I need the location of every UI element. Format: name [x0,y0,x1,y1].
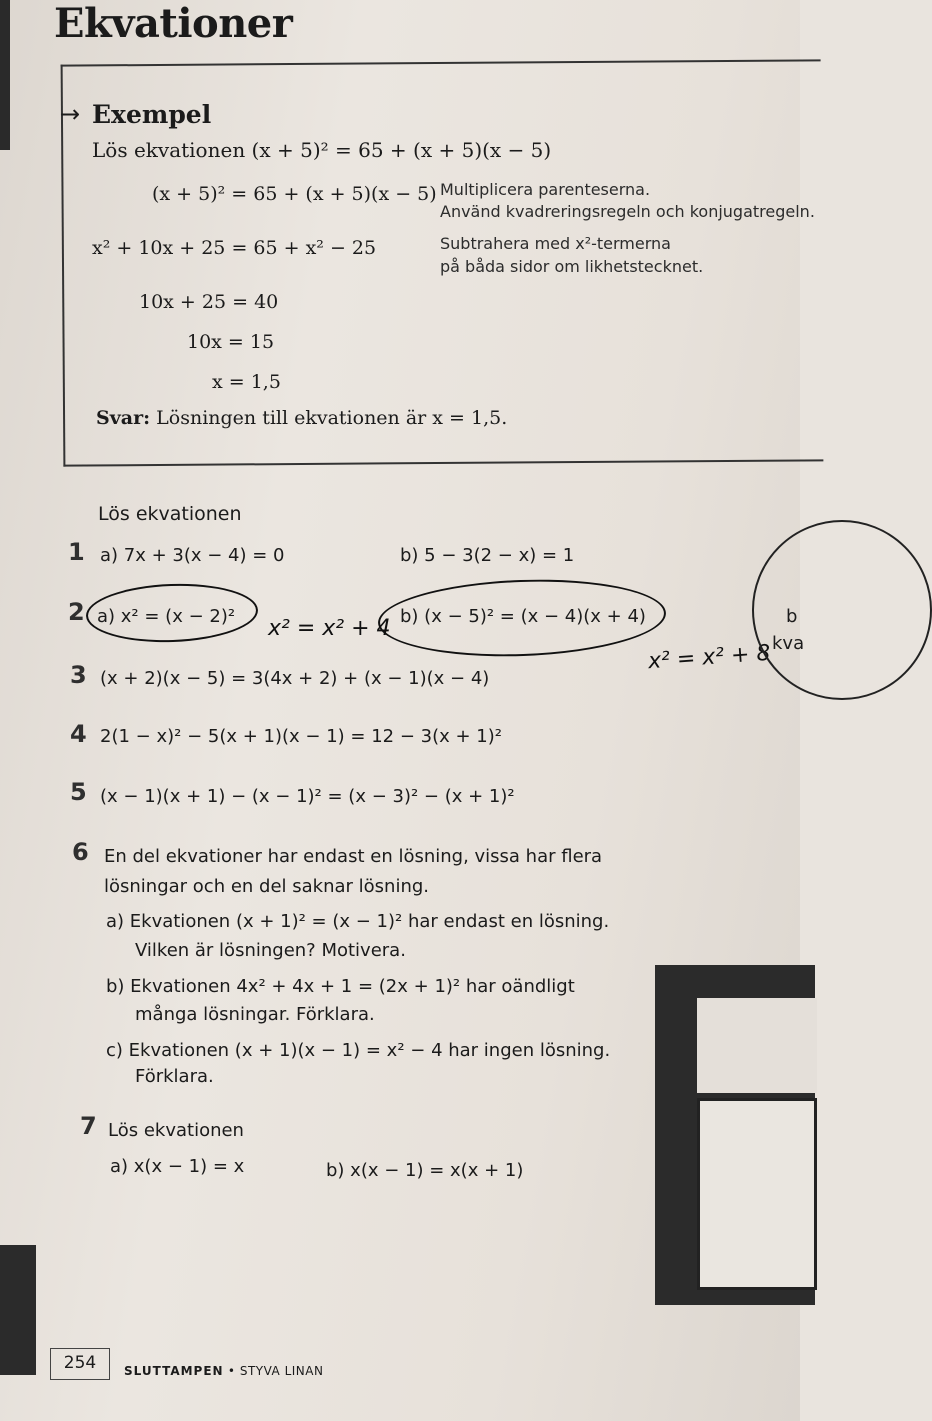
example-answer [96,407,507,429]
exercise-intro: Lös ekvationen [98,503,242,525]
answer-text: Lösningen till ekvationen är x = 1,5. [156,407,508,429]
example-step-note: Multiplicera parenteserna. [440,180,651,199]
example-step-math: 10x = 15 [187,331,275,353]
exercise-part: b) Ekvationen 4x² + 4x + 1 = (2x + 1)² har oändligt [106,976,575,997]
answer-label: Svar: [96,407,151,429]
exercise-number: 2 [68,598,85,626]
exercise-number: 1 [68,538,85,566]
exercise-number: 7 [80,1112,97,1140]
exercise-part: a) 7x + 3(x − 4) = 0 [100,545,285,566]
example-step-math: 10x + 25 = 40 [139,291,279,313]
example-step-math: (x + 5)² = 65 + (x + 5)(x − 5) [152,183,437,205]
exercise-text: 2(1 − x)² − 5(x + 1)(x − 1) = 12 − 3(x + 1)² [100,726,502,747]
exercise-number: 6 [72,838,89,866]
footer-separator: • [227,1364,236,1378]
exercise-part: a) x(x − 1) = x [110,1156,245,1177]
footer [124,1364,323,1378]
exercise-text: En del ekvationer har endast en lösning, vissa har flera [104,846,603,867]
page-edge-strip [0,0,10,150]
exercise-text: (x − 1)(x + 1) − (x − 1)² = (x − 3)² − (x + 1)² [100,786,515,807]
side-fragment: kva [772,633,805,654]
exercise-text: (x + 2)(x − 5) = 3(4x + 2) + (x − 1)(x − 4) [100,668,490,689]
side-toolbar [0,1245,36,1375]
exercise-number: 5 [70,778,87,806]
footer-chapter: STYVA LINAN [239,1364,324,1378]
exercise-part: b) x(x − 1) = x(x + 1) [326,1160,524,1181]
exercise-part: a) x² = (x − 2)² [97,606,236,627]
example-heading: Exempel [92,100,212,129]
example-step-math: x² + 10x + 25 = 65 + x² − 25 [92,237,377,259]
example-step-note: på båda sidor om likhetstecknet. [440,257,704,276]
exercise-part: Vilken är lösningen? Motivera. [135,940,406,961]
exercise-part: många lösningar. Förklara. [135,1004,375,1025]
example-question: Lös ekvationen (x + 5)² = 65 + (x + 5)(x − 5) [92,138,552,162]
whiteboard-image [697,998,817,1093]
margin-circle-graphic [752,520,932,700]
exercise-text: lösningar och en del saknar lösning. [104,876,430,897]
arrow-right-icon: → [60,100,81,128]
handwritten-note: x² = x² + 4 [268,616,391,641]
exercise-part: b) 5 − 3(2 − x) = 1 [400,545,575,566]
side-fragment: b [786,606,798,627]
example-step-note: Använd kvadreringsregeln och konjugatregeln. [440,202,815,221]
exercise-part: b) (x − 5)² = (x − 4)(x + 4) [400,606,646,627]
exercise-number: 4 [70,720,87,748]
exercise-text: Lös ekvationen [108,1120,244,1141]
footer-book: SLUTTAMPEN [124,1364,224,1378]
exercise-part: Förklara. [135,1066,214,1087]
page-number: 254 [50,1348,110,1380]
window-image [697,1098,817,1290]
exercise-part: c) Ekvationen (x + 1)(x − 1) = x² − 4 har ingen lösning. [106,1040,611,1061]
example-step-note: Subtrahera med x²-termerna [440,234,671,253]
exercise-part: a) Ekvationen (x + 1)² = (x − 1)² har endast en lösning. [106,911,610,932]
exercise-number: 3 [70,661,87,689]
handwritten-note: x² = x² + 8 [647,640,772,675]
example-step-math: x = 1,5 [212,371,281,393]
page-title: Ekvationer [54,0,293,47]
